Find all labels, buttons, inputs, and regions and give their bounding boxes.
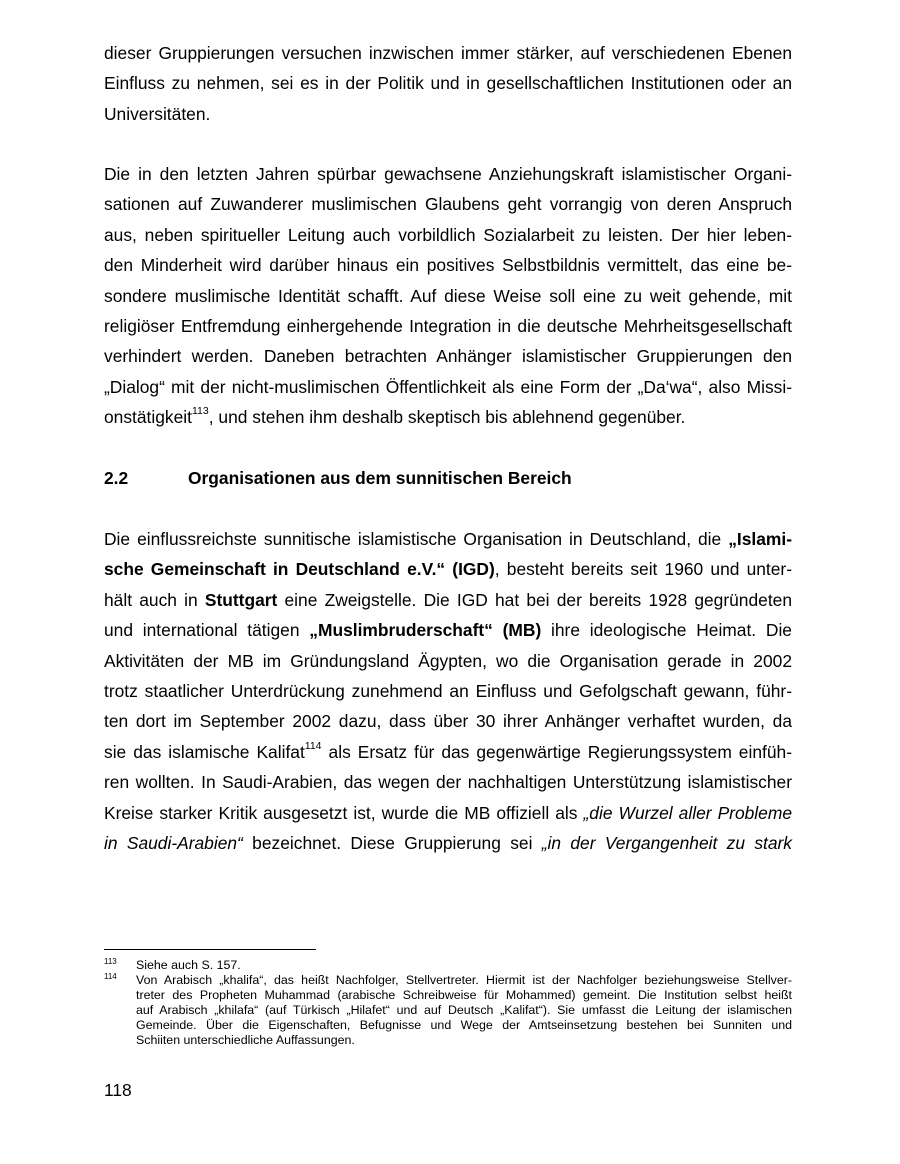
text-line: und international tätigen „Muslimbruderschaft“ (MB) ihre ideologische Heimat. Die — [104, 620, 792, 641]
text-line: ren wollten. In Saudi-Arabien, das wegen der nachhaltigen Unterstützung islamistischer — [104, 772, 792, 793]
page-number: 118 — [104, 1080, 132, 1100]
paragraph-2 — [104, 159, 792, 433]
footnote-ref-114: 114 — [304, 739, 322, 752]
footnote-separator — [104, 949, 316, 950]
section-heading — [104, 464, 572, 492]
text-line: sondere muslimische Identität schafft. Auf diese Weise soll eine zu weit gehende, mit — [104, 285, 792, 306]
text-line: hält auch in Stuttgart eine Zweigstelle. Die IGD hat bei der bereits 1928 gegründeten — [104, 589, 792, 610]
text-line: in Saudi-Arabien“ bezeichnet. Diese Gruppierung sei „in der Vergangenheit zu stark — [104, 832, 793, 853]
text-line: aus, neben spiritueller Leitung auch vorbildlich Sozialarbeit zu leisten. Der hier leben- — [104, 224, 792, 245]
text-line: onstätigkeit$^{113}$, und stehen ihm deshalb skeptisch bis ablehnend gegenüber. — [104, 405, 686, 428]
text-line: „Dialog“ mit der nicht-muslimischen Öffentlichkeit als eine Form der „Da‘wa“, also Missi- — [104, 376, 792, 397]
footnote-line: Siehe auch S. 157. — [136, 958, 241, 972]
section-title: Organisationen aus dem sunnitischen Bereich — [188, 468, 572, 488]
text-line: Universitäten. — [104, 103, 211, 124]
text-line: sche Gemeinschaft in Deutschland e.V.“ (IGD), besteht bereits seit 1960 und unter- — [104, 559, 792, 580]
footnote-113 — [104, 958, 792, 973]
text-line: sie das islamische Kalifat$^{114}$ als Ersatz für das gegenwärtige Regierungssystem einfüh- — [104, 739, 792, 762]
footnote-line: treter des Propheten Muhammad (arabische Schreibweise für Mohammed) gemeint. Die Institution selbst heißt — [136, 988, 792, 1003]
footnote-line: Gemeinde. Über die Eigenschaften, Befugnisse und Wege der Amtseinsetzung bestehen bei Sunniten und — [136, 1018, 792, 1033]
text-line: dieser Gruppierungen versuchen inzwischen immer stärker, auf verschiedenen Ebenen — [104, 43, 792, 63]
text-line: Einfluss zu nehmen, sei es in der Politik und in gesellschaftlichen Institutionen oder an — [104, 73, 792, 94]
footnote-line: auf Arabisch „khilafa“ (auf Türkisch „Hilafet“ und auf Deutsch „Kalifat“). Sie umfasst die Leitung der islamischen — [136, 1003, 792, 1018]
text-line: Kreise starker Kritik ausgesetzt ist, wurde die MB offiziell als „die Wurzel aller Probleme — [104, 802, 792, 823]
text-line: sationen auf Zuwanderer muslimischen Glaubens geht vorrangig von deren Anspruch — [104, 194, 792, 215]
paragraph-1 — [104, 38, 792, 129]
footnote-ref-113: 113 — [191, 405, 209, 418]
footnote-line: Schiiten unterschiedliche Auffassungen. — [136, 1033, 355, 1048]
text-line: trotz staatlicher Unterdrückung zunehmend an Einfluss und Gefolgschaft gewann, führ- — [104, 680, 792, 701]
footnote-number: 113 — [104, 957, 117, 966]
text-line: Die einflussreichste sunnitische islamistische Organisation in Deutschland, die „Islami- — [104, 529, 792, 549]
footnote-114 — [104, 973, 792, 1048]
paragraph-3 — [104, 524, 792, 858]
text-line: ten dort im September 2002 dazu, dass über 30 ihrer Anhänger verhaftet wurden, da — [104, 711, 792, 732]
text-line: den Minderheit wird darüber hinaus ein positives Selbstbildnis vermittelt, das eine be- — [104, 255, 792, 276]
text-line: Aktivitäten der MB im Gründungsland Ägypten, wo die Organisation gerade in 2002 — [104, 650, 792, 671]
text-line: religiöser Entfremdung einhergehende Integration in die deutsche Mehrheitsgesellschaft — [104, 315, 792, 336]
text-line: Die in den letzten Jahren spürbar gewachsene Anziehungskraft islamistischer Organi- — [104, 164, 792, 184]
footnote-line: Von Arabisch „khalifa“, das heißt Nachfolger, Stellvertreter. Hiermit ist der Nachfolger beziehungsweise Stellver- — [136, 973, 792, 987]
section-number: 2.2 — [104, 468, 129, 488]
text-line: verhindert werden. Daneben betrachten Anhänger islamistischer Gruppierungen den — [104, 346, 792, 367]
footnote-number: 114 — [104, 972, 117, 981]
